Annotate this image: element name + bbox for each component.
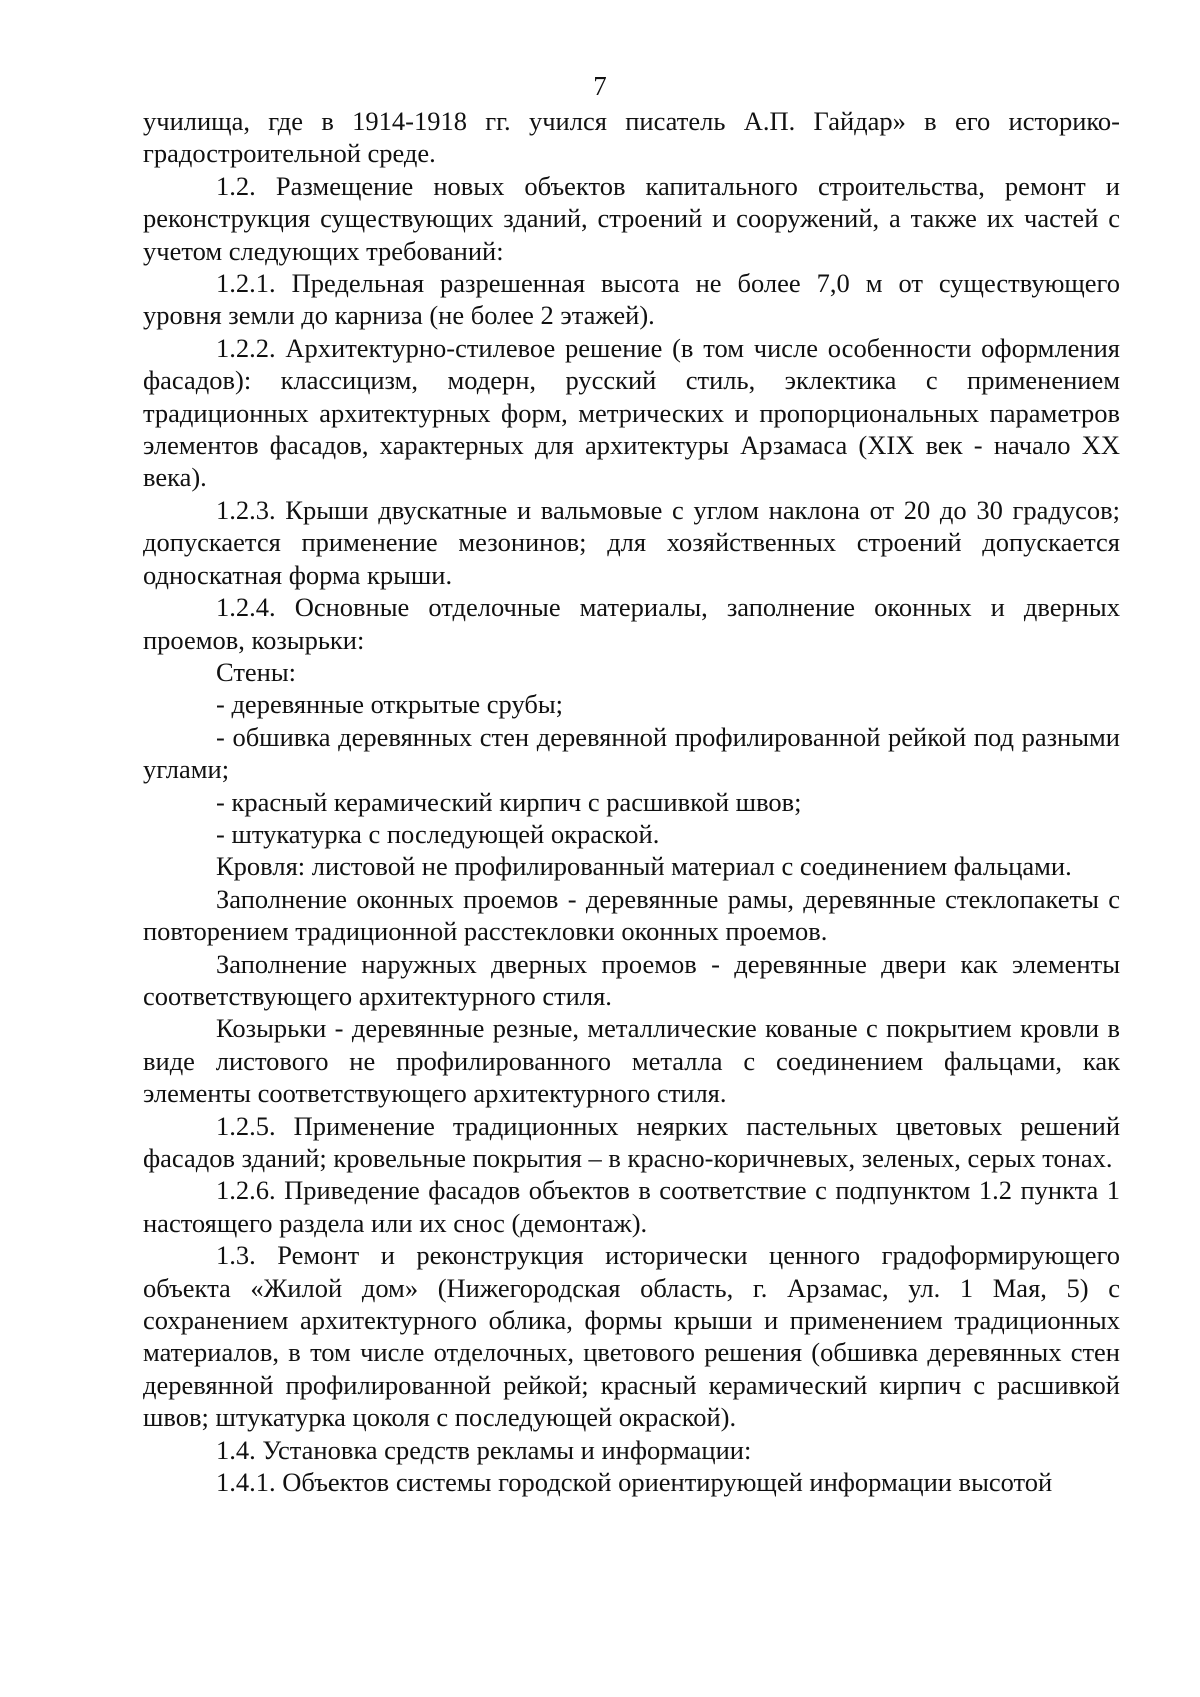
list-item-log-frames: - деревянные открытые срубы; bbox=[216, 689, 564, 720]
paragraph-1-4-1: 1.4.1. Объектов системы городской ориентирующей информации высотой bbox=[216, 1467, 1053, 1498]
paragraph-continuation: училища, где в 1914-1918 гг. учился писатель А.П. Гайдар» в его историко-градостроительной среде. bbox=[143, 106, 1120, 169]
paragraph-1-2-5: 1.2.5. Применение традиционных неярких пастельных цветовых решений фасадов зданий; кровельные покрытия – в красно-коричневых, зеленых, серых тонах. bbox=[143, 1110, 1120, 1173]
paragraph-walls-heading: Стены: bbox=[216, 656, 297, 687]
list-item-plaster: - штукатурка с последующей окраской. bbox=[216, 818, 660, 849]
paragraph-window-fill: Заполнение оконных проемов - деревянные рамы, деревянные стеклопакеты с повторением традиционной расстекловки оконных проемов. bbox=[143, 883, 1120, 947]
page-number: 7 bbox=[593, 71, 607, 101]
paragraph-1-3: 1.3. Ремонт и реконструкция исторически ценного градоформирующего объекта «Жилой дом» (Нижегородская область, г. Арзамас, ул. 1 Мая, 5) с сохранением архитектурного облика, формы крыши и применением традиционных материалов, в том числе отделочных, цветового решения (обшивка деревянных стен деревянной профилированной рейкой; красный керамический кирпич с расшивкой швов; штукатурка цоколя с последующей окраской). bbox=[143, 1240, 1120, 1433]
paragraph-1-2-6: 1.2.6. Приведение фасадов объектов в соответствие с подпунктом 1.2 пункта 1 настоящего раздела или их снос (демонтаж). bbox=[143, 1175, 1120, 1238]
paragraph-1-2-1: 1.2.1. Предельная разрешенная высота не более 7,0 м от существующего уровня земли до карниза (не более 2 этажей). bbox=[143, 268, 1120, 331]
paragraph-canopies: Козырьки - деревянные резные, металлические кованые с покрытием кровли в виде листового не профилированного металла с соединением фальцами, как элементы соответствующего архитектурного стиля. bbox=[143, 1013, 1120, 1109]
paragraph-1-2-3: 1.2.3. Крыши двускатные и вальмовые с углом наклона от 20 до 30 градусов; допускается применение мезонинов; для хозяйственных строений допускается односкатная форма крыши. bbox=[143, 494, 1120, 590]
paragraph-1-4: 1.4. Установка средств рекламы и информации: bbox=[216, 1434, 752, 1465]
list-item-wood-cladding: - обшивка деревянных стен деревянной профилированной рейкой под разными углами; bbox=[143, 721, 1120, 785]
list-item-red-brick: - красный керамический кирпич с расшивкой швов; bbox=[216, 786, 802, 817]
paragraph-door-fill: Заполнение наружных дверных проемов - деревянные двери как элементы соответствующего архитектурного стиля. bbox=[143, 948, 1120, 1011]
paragraph-1-2-2: 1.2.2. Архитектурно-стилевое решение (в том числе особенности оформления фасадов): классицизм, модерн, русский стиль, эклектика с применением традиционных архитектурных форм, метрических и пропорциональных параметров элементов фасадов, характерных для архитектуры Арзамаса (XIX век - начало XX века). bbox=[143, 332, 1120, 493]
paragraph-1-2: 1.2. Размещение новых объектов капитального строительства, ремонт и реконструкция существующих зданий, строений и сооружений, а также их частей с учетом следующих требований: bbox=[143, 170, 1120, 266]
paragraph-1-2-4: 1.2.4. Основные отделочные материалы, заполнение оконных и дверных проемов, козырьки: bbox=[143, 592, 1120, 655]
paragraph-roofing: Кровля: листовой не профилированный материал с соединением фальцами. bbox=[216, 851, 1072, 882]
document-body bbox=[143, 105, 1120, 1498]
